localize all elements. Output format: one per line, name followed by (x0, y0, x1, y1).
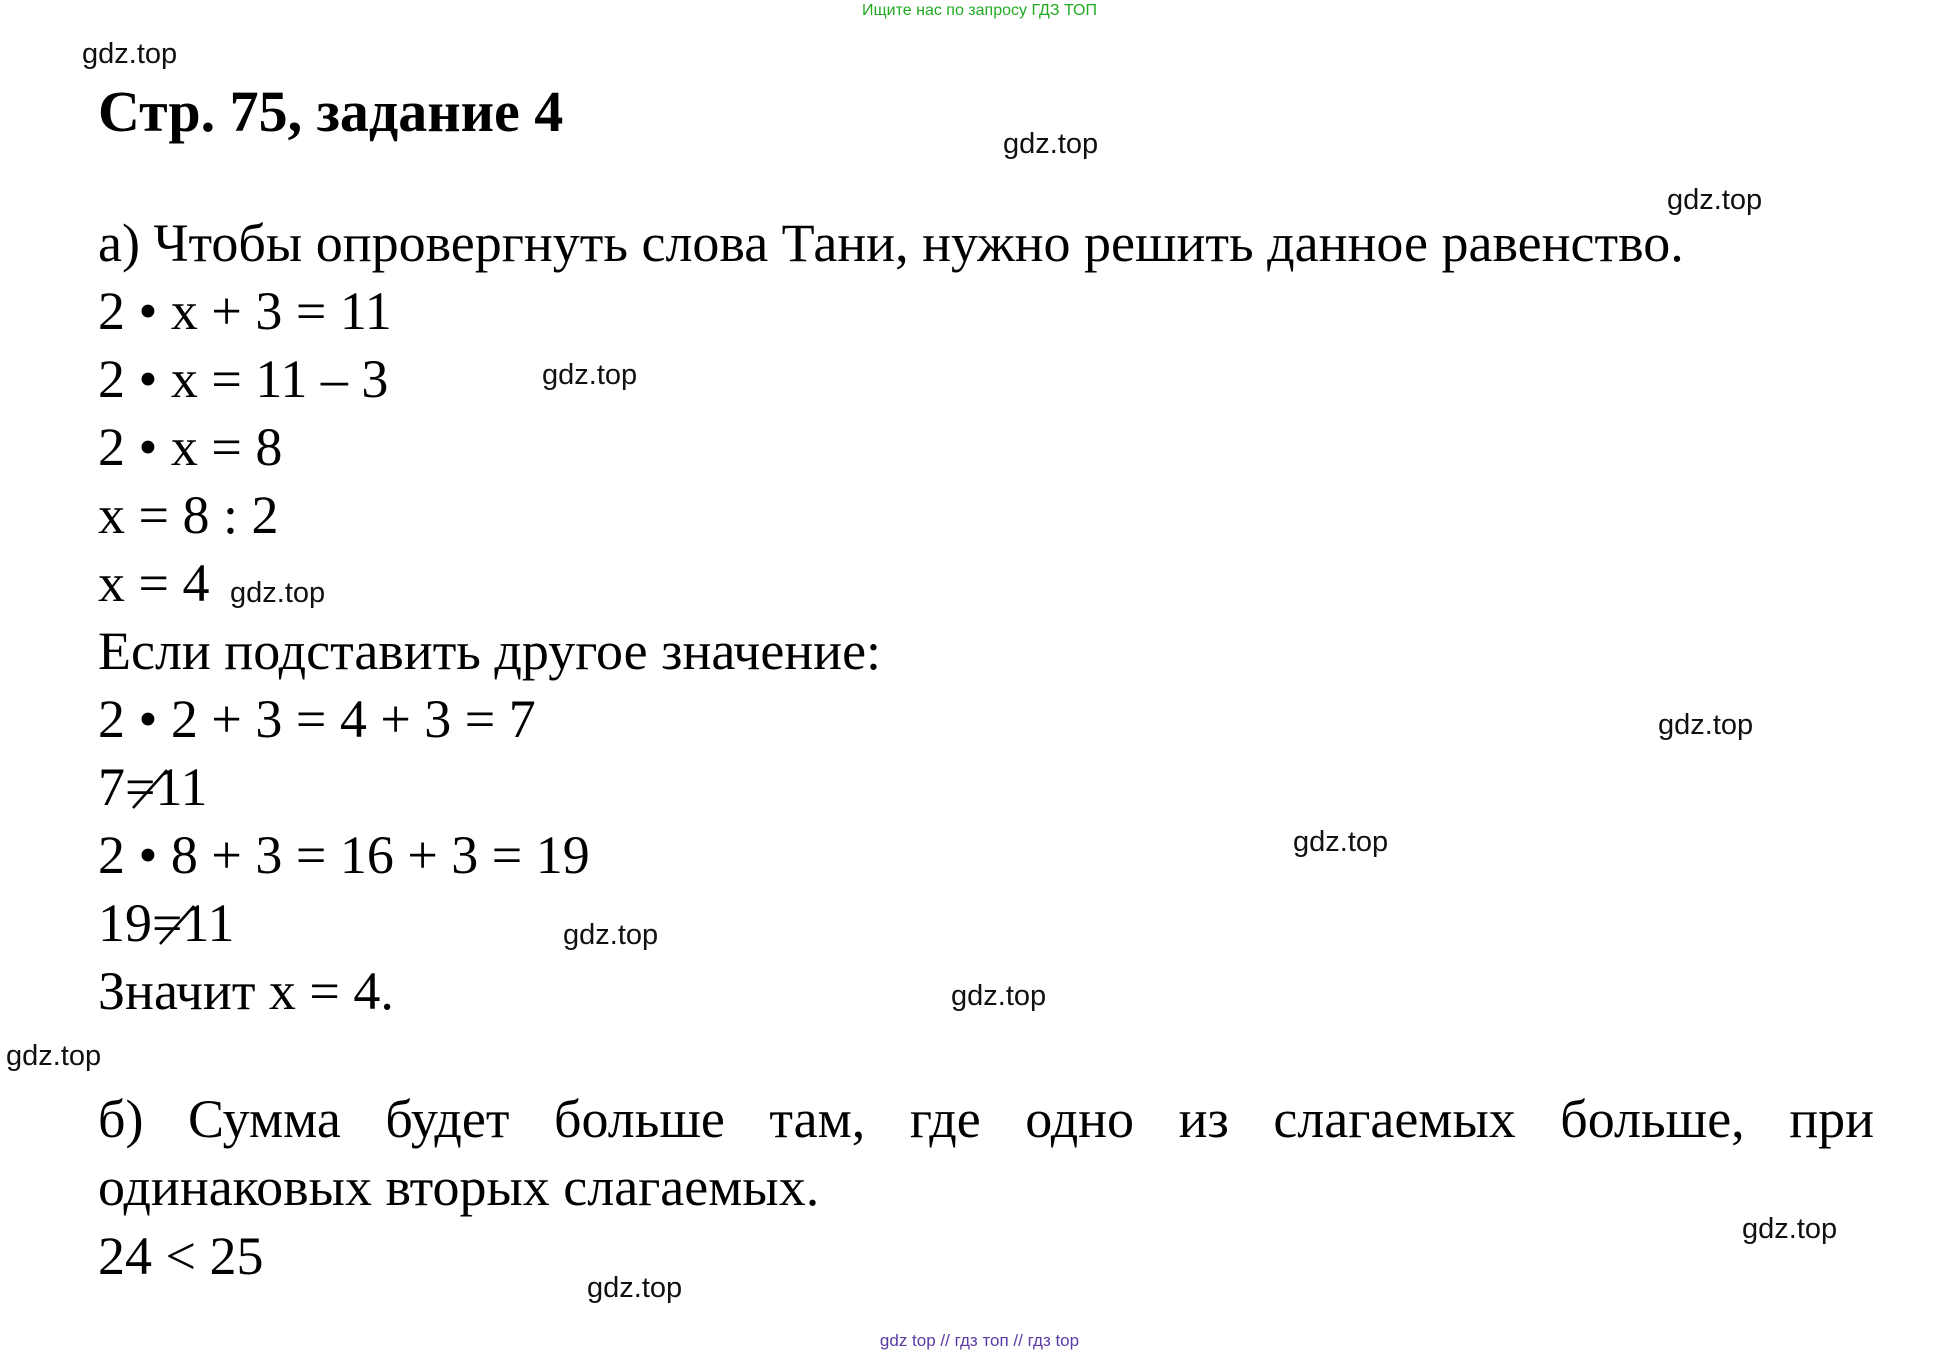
equation-line: x = 8 : 2 (98, 485, 279, 545)
part-a-intro: а) Чтобы опровергнуть слова Тани, нужно решить данное равенство. (98, 213, 1684, 273)
strike-slash (127, 762, 171, 812)
not-equal-sign: = (125, 756, 155, 818)
page-title: Стр. 75, задание 4 (98, 79, 564, 144)
watermark: gdz.top (951, 980, 1047, 1012)
part-b-line2: одинаковых вторых слагаемых. (98, 1157, 820, 1217)
check-line: 2 • 8 + 3 = 16 + 3 = 19 (98, 825, 590, 885)
neq-left: 7 (98, 757, 125, 817)
not-equal-line (98, 756, 207, 818)
part-b-text (98, 1085, 1874, 1221)
neq-left: 19 (98, 893, 152, 953)
watermark: gdz.top (6, 1040, 102, 1072)
not-equal-sign: = (152, 892, 182, 954)
equation-line: 2 • x = 11 – 3 (98, 349, 389, 409)
substitute-label: Если подставить другое значение: (98, 621, 882, 681)
watermark: gdz.top (563, 919, 659, 951)
neq-right: 11 (182, 893, 235, 953)
equation-line: 2 • x + 3 = 11 (98, 281, 392, 341)
part-b-line1: б) Сумма будет больше там, где одно из слагаемых больше, при (98, 1089, 1874, 1149)
watermark: gdz.top (1742, 1213, 1838, 1245)
equation-line: 2 • x = 8 (98, 417, 283, 477)
watermark: gdz.top (230, 577, 326, 609)
watermark: gdz.top (1293, 826, 1389, 858)
footer-links: gdz top // гдз топ // гдз top (879, 1331, 1080, 1350)
watermark: gdz.top (1003, 128, 1099, 160)
watermark: gdz.top (587, 1272, 683, 1304)
watermark: gdz.top (1658, 709, 1754, 741)
watermark: gdz.top (82, 38, 178, 70)
part-b-result: 24 < 25 (98, 1226, 264, 1286)
neq-right: 11 (155, 757, 208, 817)
equation-answer: x = 4 (98, 553, 210, 613)
check-line: 2 • 2 + 3 = 4 + 3 = 7 (98, 689, 536, 749)
top-banner: Ищите нас по запросу ГДЗ ТОП (862, 2, 1097, 19)
watermark: gdz.top (542, 359, 638, 391)
not-equal-line (98, 892, 234, 954)
conclusion: Значит x = 4. (98, 961, 394, 1021)
watermark: gdz.top (1667, 184, 1763, 216)
strike-slash (154, 898, 198, 948)
